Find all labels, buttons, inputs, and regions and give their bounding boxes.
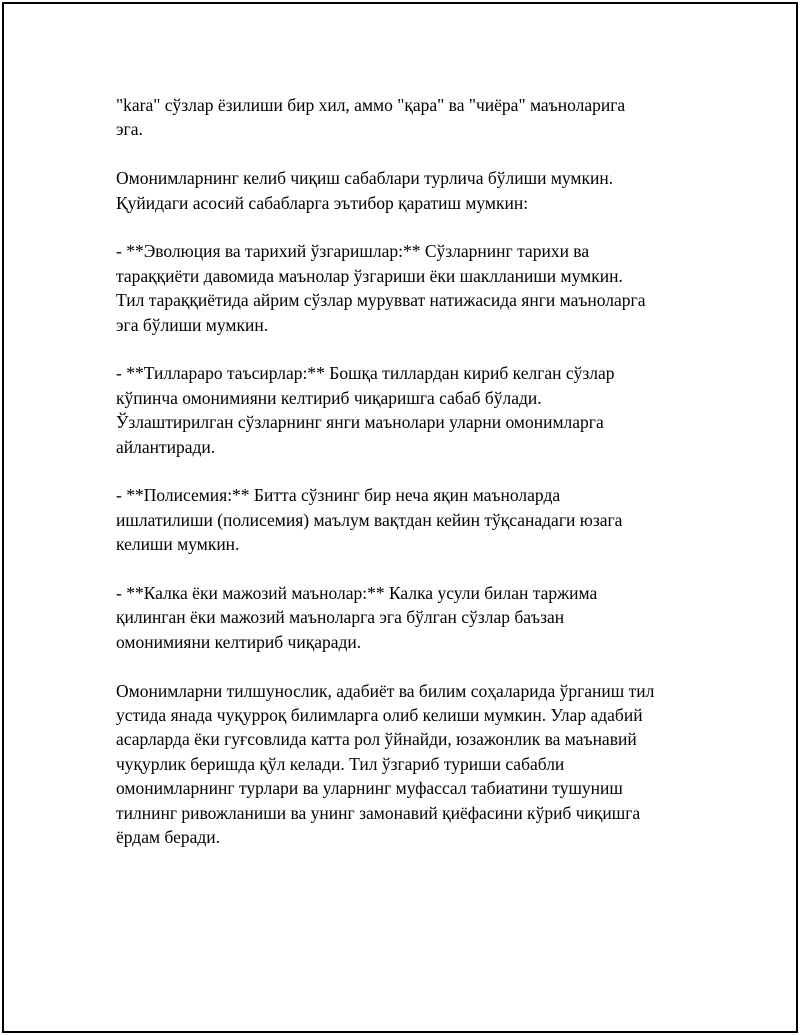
text-line: чуқурлик беришда қўл келади. Тил ўзгариб туриши сабабли <box>116 753 565 774</box>
text-line: эга. <box>116 119 143 140</box>
text-line: Ўзлаштирилган сўзларнинг янги маънолари уларни омонимларга <box>116 412 604 433</box>
text-line: - **Эволюция ва тарихий ўзгаришлар:** Сўзларнинг тарихи ва <box>116 241 590 262</box>
text-line: Омонимларни тилшунослик, адабиёт ва билим соҳаларида ўрганиш тил <box>116 680 655 701</box>
text-line: - **Полисемия:** Битта сўзнинг бир неча яқин маъноларда <box>116 485 561 506</box>
text-line: кўпинча омонимияни келтириб чиқаришга сабаб бўлади. <box>116 387 542 408</box>
text-line: ишлатилиши (полисемия) маълум вақтдан кейин тўқсанадаги юзага <box>116 509 623 530</box>
text-line: ёрдам беради. <box>116 827 221 848</box>
text-line: тилнинг ривожланиши ва унинг замонавий қиёфасини кўриб чиқишга <box>116 802 641 823</box>
list-item-polysemy <box>116 483 716 556</box>
paragraph-intro-continuation <box>116 93 716 142</box>
text-line: айлантиради. <box>116 436 216 457</box>
list-item-calque <box>116 581 716 654</box>
paragraph-conclusion <box>116 679 716 850</box>
text-line: Омонимларнинг келиб чиқиш сабаблари турлича бўлиши мумкин. <box>116 168 614 189</box>
text-line: омонимларнинг турлари ва уларнинг муфассал табиатини тушуниш <box>116 778 623 799</box>
text-line: - **Тиллараро таъсирлар:** Бошқа тиллардан кириб келган сўзлар <box>116 363 615 384</box>
text-line: Тил тараққиётида айрим сўзлар мурувват натижасида янги маъноларга <box>116 290 646 311</box>
text-line: тараққиёти давомида маънолар ўзгариши ёки шаклланиши мумкин. <box>116 265 623 286</box>
paragraph-causes-intro <box>116 166 716 215</box>
list-item-evolution <box>116 239 716 337</box>
text-line: "kara" сўзлар ёзилиши бир хил, аммо "қара" ва "чиёра" маъноларига <box>116 95 626 115</box>
text-line: қилинган ёки мажозий маъноларга эга бўлган сўзлар баъзан <box>116 607 565 628</box>
text-line: асарларда ёки гуғсовлида катта рол ўйнайди, юзажонлик ва маънавий <box>116 729 637 750</box>
text-line: - **Калка ёки мажозий маънолар:** Калка усули билан таржима <box>116 583 598 604</box>
list-item-interlanguage <box>116 361 716 459</box>
text-line: устида янада чуқурроқ билимларга олиб келиши мумкин. Улар адабий <box>116 705 643 726</box>
document-body <box>116 93 716 874</box>
text-line: Қуйидаги асосий сабабларга эътибор қаратиш мумкин: <box>116 192 529 213</box>
text-line: омонимияни келтириб чиқаради. <box>116 631 362 652</box>
text-line: келиши мумкин. <box>116 534 240 555</box>
text-line: эга бўлиши мумкин. <box>116 314 269 335</box>
